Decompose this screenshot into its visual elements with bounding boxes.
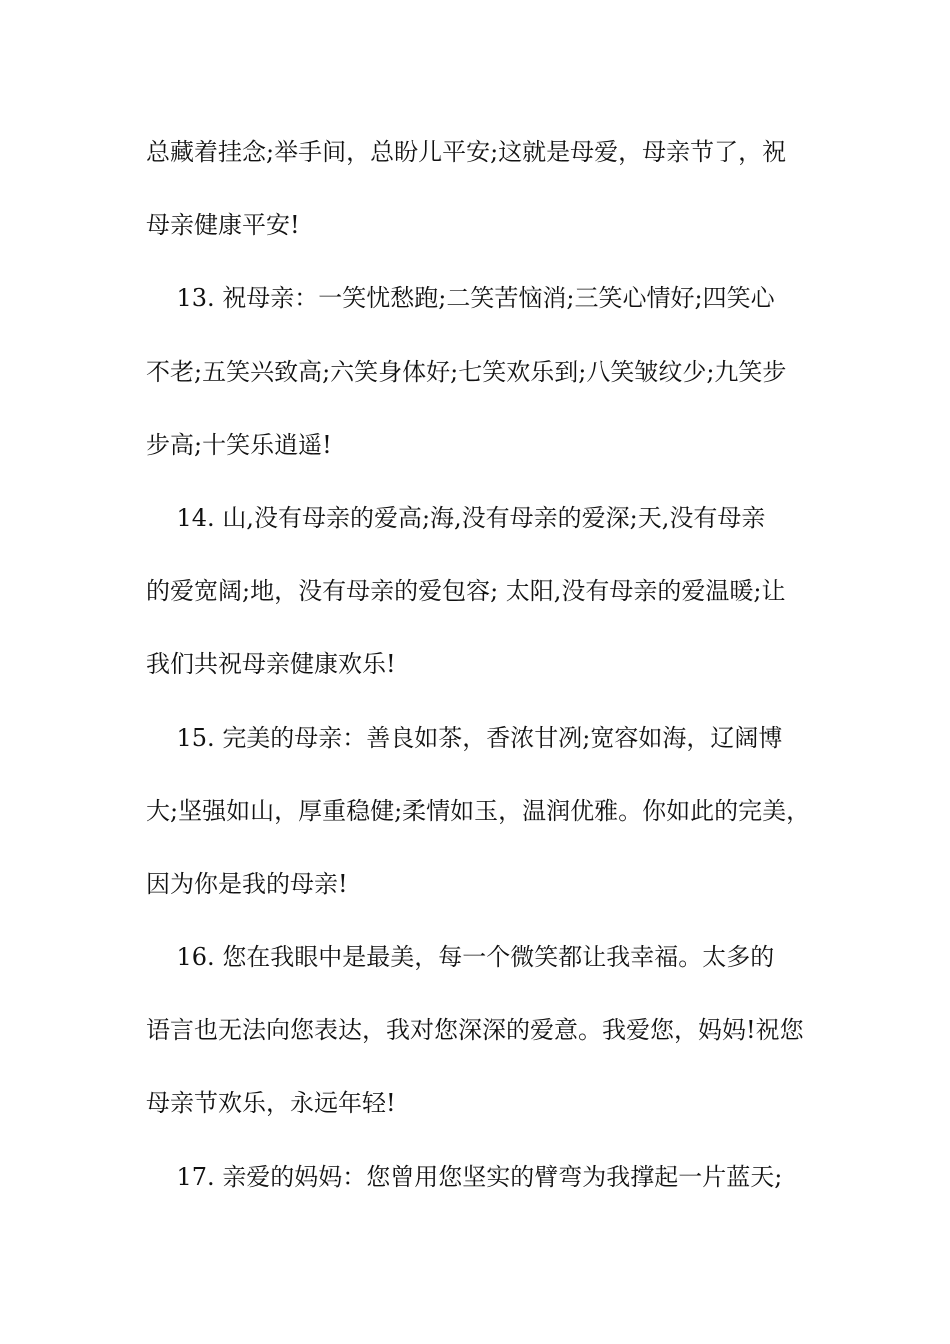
text-line-12: 16. 您在我眼中是最美，每一个微笑都让我幸福。太多的	[146, 943, 775, 972]
text-line-3: 13. 祝母亲：一笑忧愁跑;二笑苦恼消;三笑心情好;四笑心	[146, 284, 775, 313]
text-line-6: 14. 山,没有母亲的爱高;海,没有母亲的爱深;天,没有母亲	[146, 503, 766, 532]
text-line-9: 15. 完美的母亲：善良如茶，香浓甘冽;宽容如海，辽阔博	[146, 723, 783, 752]
text-line-4: 不老;五笑兴致高;六笑身体好;七笑欢乐到;八笑皱纹少;九笑步	[146, 357, 787, 386]
text-line-10: 大;坚强如山，厚重稳健;柔情如玉，温润优雅。你如此的完美，	[146, 796, 811, 825]
text-line-7: 的爱宽阔;地，没有母亲的爱包容; 太阳,没有母亲的爱温暖;让	[146, 577, 786, 606]
text-line-8: 我们共祝母亲健康欢乐!	[146, 650, 396, 679]
text-line-13: 语言也无法向您表达，我对您深深的爱意。我爱您，妈妈!祝您	[146, 1016, 804, 1045]
document-body	[146, 128, 818, 1226]
text-line-5: 步高;十笑乐逍遥!	[146, 430, 332, 459]
text-line-15: 17. 亲爱的妈妈：您曾用您坚实的臂弯为我撑起一片蓝天;	[146, 1162, 783, 1191]
text-line-11: 因为你是我的母亲!	[146, 869, 348, 898]
text-line-14: 母亲节欢乐，永远年轻!	[146, 1089, 396, 1118]
text-line-2: 母亲健康平安!	[146, 211, 300, 240]
text-line-1: 总藏着挂念;举手间，总盼儿平安;这就是母爱，母亲节了，祝	[146, 138, 787, 166]
